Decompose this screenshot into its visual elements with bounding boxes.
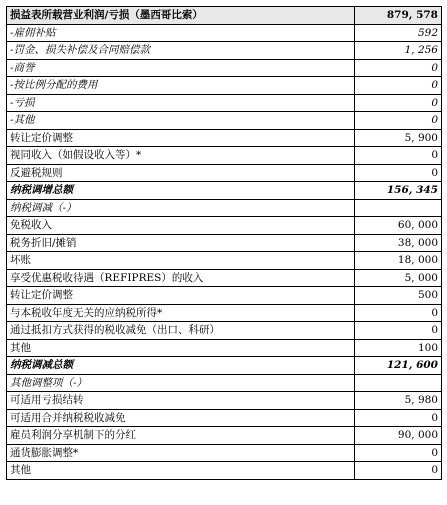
table-row — [7, 24, 442, 42]
table-row — [7, 7, 442, 25]
table-row — [7, 182, 442, 200]
table-row — [7, 199, 442, 217]
row-value: 0 — [355, 462, 442, 480]
row-label: 享受优惠税收待遇（REFIPRES）的收入 — [7, 269, 355, 287]
row-value: 90, 000 — [355, 427, 442, 445]
row-value: 0 — [355, 112, 442, 130]
row-label: 雇员利润分享机制下的分红 — [7, 427, 355, 445]
row-value: 5, 000 — [355, 269, 442, 287]
row-value: 500 — [355, 287, 442, 305]
row-label: 通货膨胀调整* — [7, 444, 355, 462]
table-body — [7, 7, 442, 480]
table-row — [7, 77, 442, 95]
row-value: 156, 345 — [355, 182, 442, 200]
row-label: -雇佣补贴 — [7, 24, 355, 42]
row-value: 0 — [355, 322, 442, 340]
row-label: 其他 — [7, 462, 355, 480]
table-row — [7, 322, 442, 340]
table-row — [7, 147, 442, 165]
table-row — [7, 392, 442, 410]
row-label: 损益表所载营业利润/亏损（墨西哥比索） — [7, 7, 355, 25]
table-row — [7, 129, 442, 147]
row-label: 其他调整项（-） — [7, 374, 355, 392]
tax-adjustment-table — [6, 6, 442, 480]
table-row — [7, 42, 442, 60]
row-value: 1, 256 — [355, 42, 442, 60]
table-row — [7, 59, 442, 77]
table-row — [7, 112, 442, 130]
row-value: 0 — [355, 94, 442, 112]
row-label: 视同收入（如假设收入等）* — [7, 147, 355, 165]
row-label: 可适用合并纳税税收减免 — [7, 409, 355, 427]
row-value: 100 — [355, 339, 442, 357]
row-value: 879, 578 — [355, 7, 442, 25]
row-label: -亏损 — [7, 94, 355, 112]
table-row — [7, 252, 442, 270]
row-value: 60, 000 — [355, 217, 442, 235]
row-value: 0 — [355, 147, 442, 165]
row-value — [355, 199, 442, 217]
row-label: -商誉 — [7, 59, 355, 77]
row-value — [355, 374, 442, 392]
table-row — [7, 217, 442, 235]
row-value: 592 — [355, 24, 442, 42]
row-value: 5, 980 — [355, 392, 442, 410]
row-value: 18, 000 — [355, 252, 442, 270]
row-label: 反避税规则 — [7, 164, 355, 182]
row-value: 0 — [355, 59, 442, 77]
table-row — [7, 339, 442, 357]
row-label: 可适用亏损结转 — [7, 392, 355, 410]
row-label: 通过抵扣方式获得的税收减免（出口、科研） — [7, 322, 355, 340]
row-value: 5, 900 — [355, 129, 442, 147]
table-row — [7, 409, 442, 427]
row-label: 转让定价调整 — [7, 129, 355, 147]
row-label: -按比例分配的费用 — [7, 77, 355, 95]
table-row — [7, 269, 442, 287]
row-value: 0 — [355, 77, 442, 95]
row-value: 0 — [355, 409, 442, 427]
row-label: -罚金、损失补偿及合同赔偿款 — [7, 42, 355, 60]
row-label: 纳税调增总额 — [7, 182, 355, 200]
table-row — [7, 427, 442, 445]
row-value: 38, 000 — [355, 234, 442, 252]
row-value: 121, 600 — [355, 357, 442, 375]
table-row — [7, 94, 442, 112]
row-label: 坏账 — [7, 252, 355, 270]
row-label: 纳税调减（-） — [7, 199, 355, 217]
row-label: 税务折旧/摊销 — [7, 234, 355, 252]
table-row — [7, 234, 442, 252]
row-value: 0 — [355, 164, 442, 182]
table-row — [7, 164, 442, 182]
table-row — [7, 287, 442, 305]
row-label: -其他 — [7, 112, 355, 130]
table-row — [7, 304, 442, 322]
row-label: 转让定价调整 — [7, 287, 355, 305]
table-row — [7, 357, 442, 375]
row-value: 0 — [355, 444, 442, 462]
row-label: 其他 — [7, 339, 355, 357]
table-row — [7, 462, 442, 480]
row-label: 纳税调减总额 — [7, 357, 355, 375]
table-row — [7, 444, 442, 462]
row-label: 免税收入 — [7, 217, 355, 235]
table-row — [7, 374, 442, 392]
row-value: 0 — [355, 304, 442, 322]
row-label: 与本税收年度无关的应纳税所得* — [7, 304, 355, 322]
